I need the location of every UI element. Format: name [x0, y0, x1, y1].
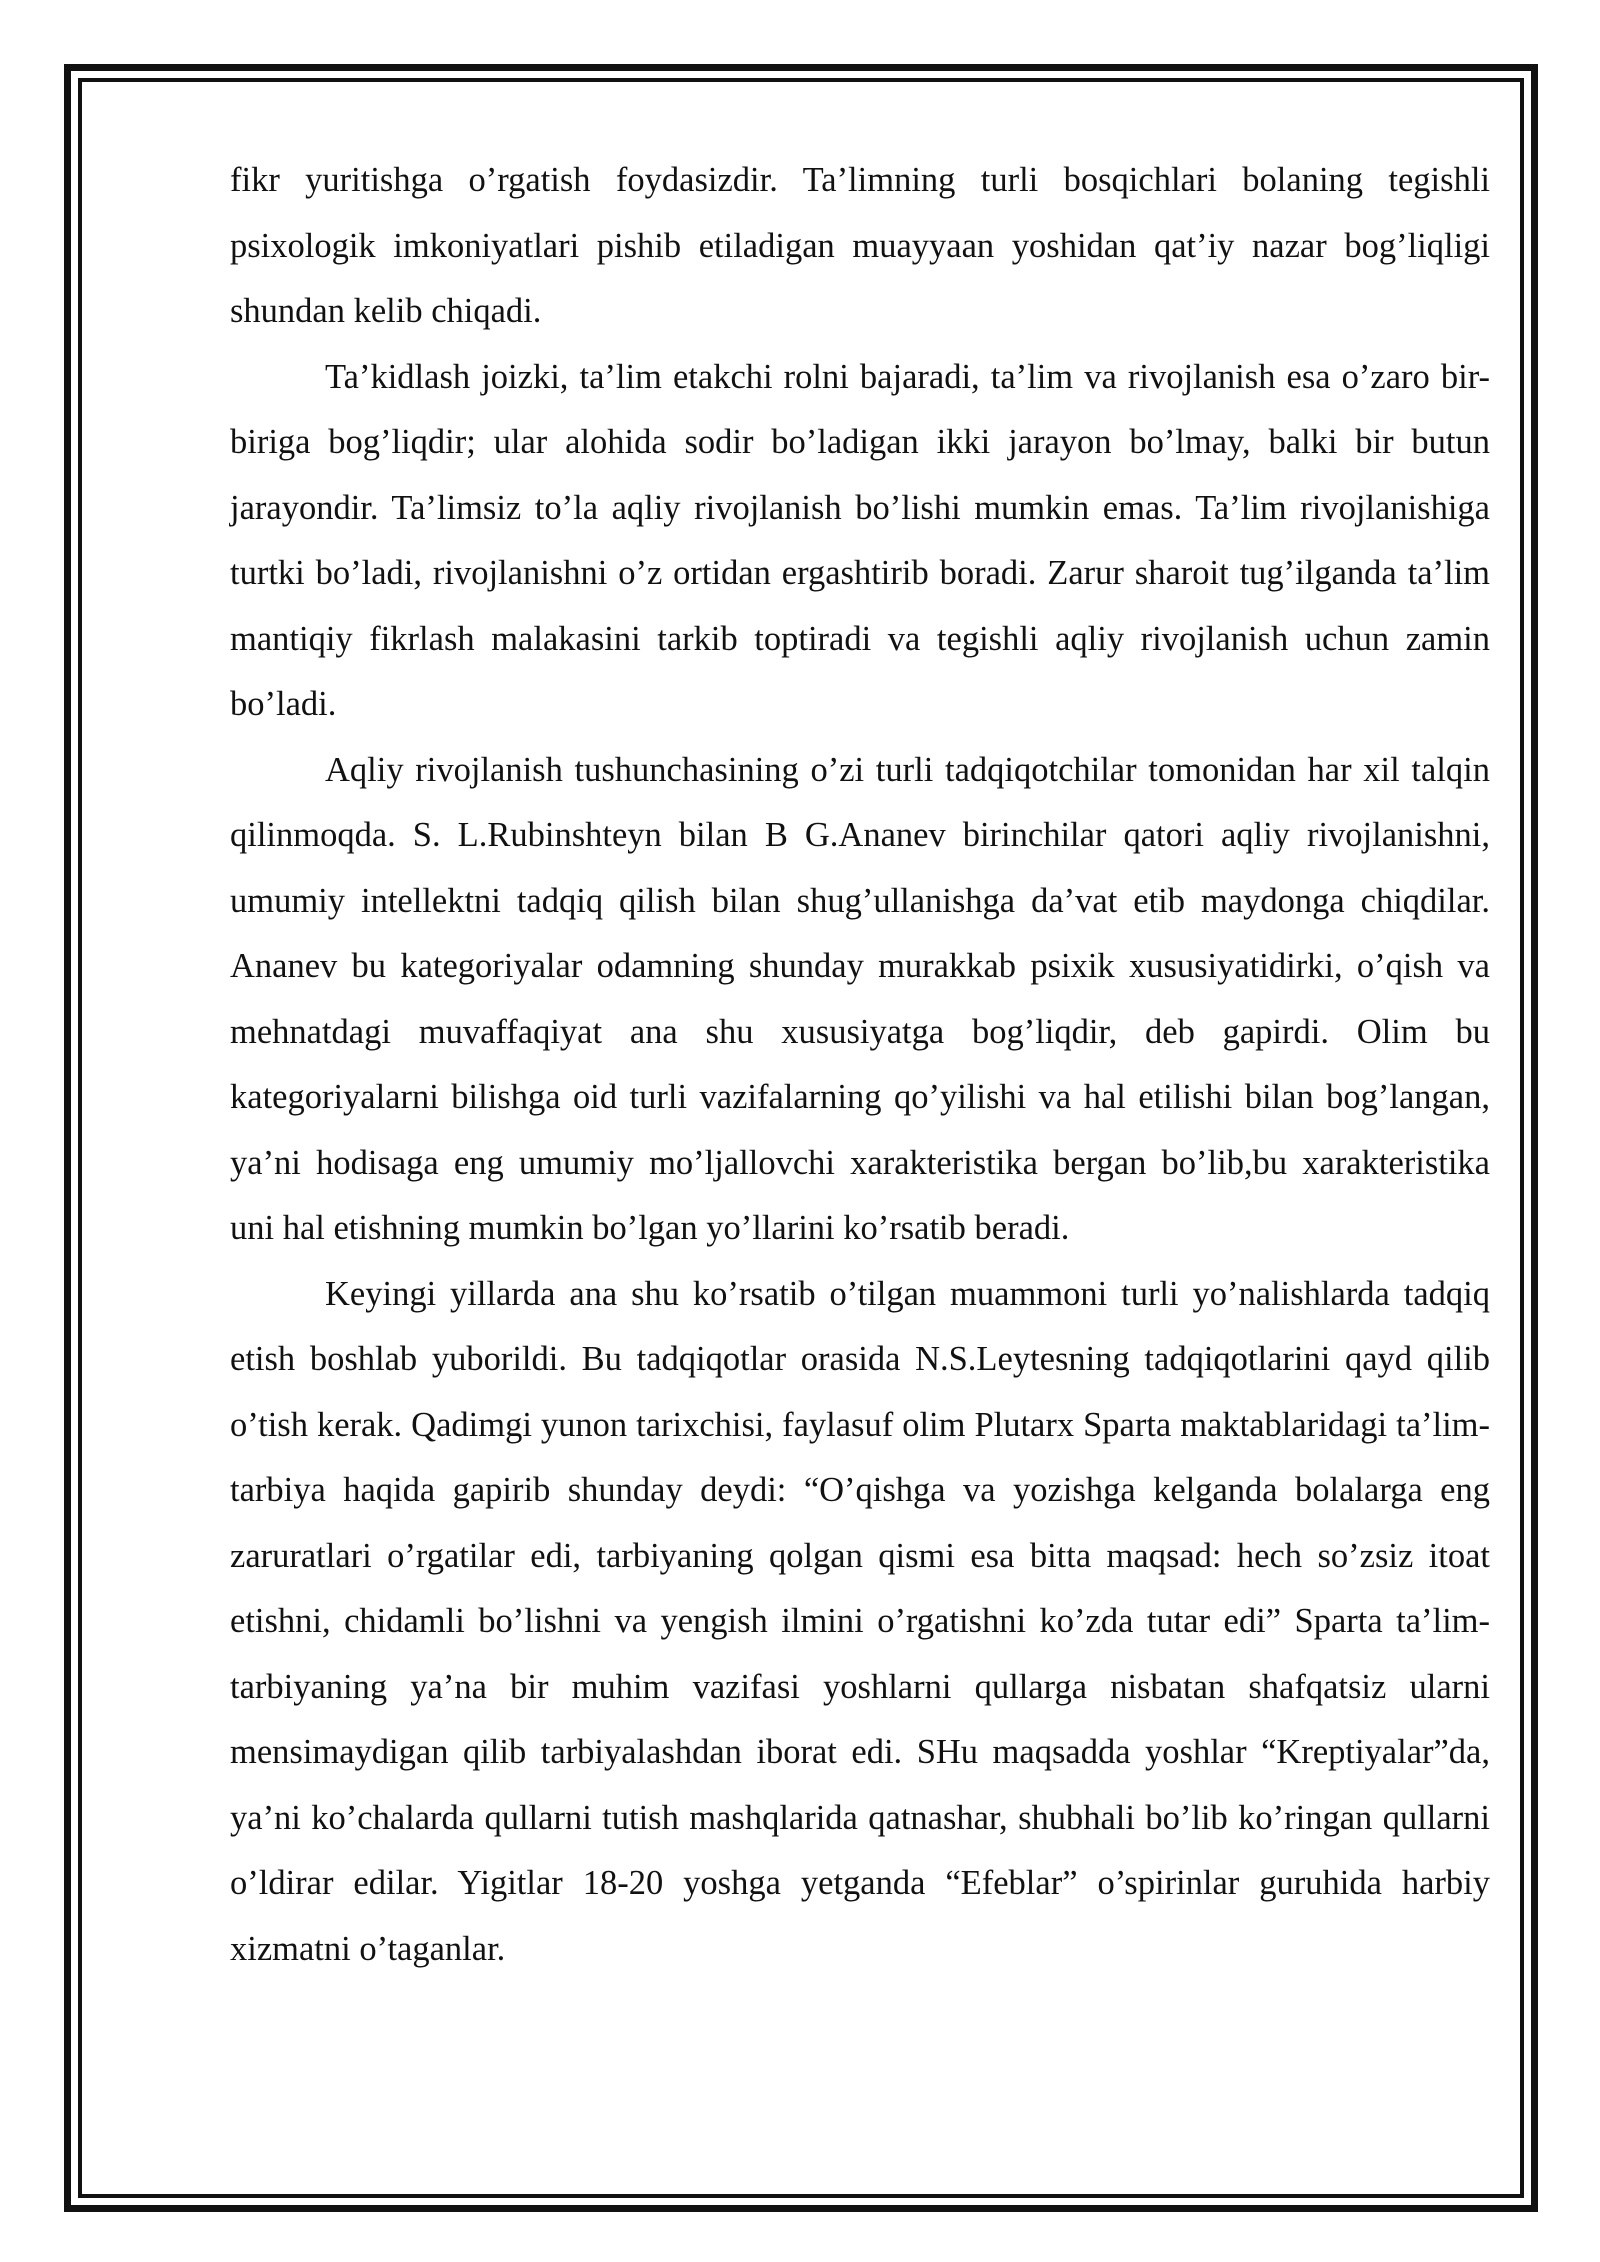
paragraph-talim-role: Ta’kidlash joizki, ta’lim etakchi rolni bajaradi, ta’lim va rivojlanish esa o’zaro bir-biriga bog’liqdir; ular alohida sodir bo’ladigan ikki jarayon bo’lmay, balki bir butun jarayondir. Ta’limsiz to’la aqliy rivojlanish bo’lishi mumkin emas. Ta’lim rivojlanishiga turtki bo’ladi, rivojlanishni o’z ortidan ergashtirib boradi. Zarur sharoit tug’ilganda ta’lim mantiqiy fikrlash malakasini tarkib toptiradi va tegishli aqliy rivojlanish uchun zamin bo’ladi.: [230, 357, 1490, 723]
paragraph-sparta: Keyingi yillarda ana shu ko’rsatib o’tilgan muammoni turli yo’nalishlarda tadqiq etish boshlab yuborildi. Bu tadqiqotlar orasida N.S.Leytesning tadqiqotlarini qayd qilib o’tish kerak. Qadimgi yunon tarixchisi, faylasuf olim Plutarx Sparta maktablaridagi ta’lim-tarbiya haqida gapirib shunday deydi: “O’qishga va yozishga kelganda bolalarga eng zaruratlari o’rgatilar edi, tarbiyaning qolgan qismi esa bitta maqsad: hech so’zsiz itoat etishni, chidamli bo’lishni va yengish ilmini o’rgatishni ko’zda tutar edi” Sparta ta’lim-tarbiyaning ya’na bir muhim vazifasi yoshlarni qullarga nisbatan shafqatsiz ularni mensimaydigan qilib tarbiyalashdan iborat edi. SHu maqsadda yoshlar “Kreptiyalar”da, ya’ni ko’chalarda qullarni tutish mashqlarida qatnashar, shubhali bo’lib ko’ringan qullarni o’ldirar edilar. Yigitlar 18-20 yoshga yetganda “Efeblar” o’spirinlar guruhida harbiy xizmatni o’taganlar.: [230, 1274, 1490, 1968]
paragraph-aqliy-rivojlanish: Aqliy rivojlanish tushunchasining o’zi turli tadqiqotchilar tomonidan har xil talqin qilinmoqda. S. L.Rubinshteyn bilan B G.Ananev birinchilar qatori aqliy rivojlanishni, umumiy intellektni tadqiq qilish bilan shug’ullanishga da’vat etib maydonga chiqdilar. Ananev bu kategoriyalar odamning shunday murakkab psixik xususiyatidirki, o’qish va mehnatdagi muvaffaqiyat ana shu xususiyatga bog’liqdir, deb gapirdi. Olim bu kategoriyalarni bilishga oid turli vazifalarning qo’yilishi va hal etilishi bilan bog’langan, ya’ni hodisaga eng umumiy mo’ljallovchi xarakteristika bergan bo’lib,bu xarakteristika uni hal etishning mumkin bo’lgan yo’llarini ko’rsatib beradi.: [230, 750, 1490, 1247]
document-body: [230, 148, 1490, 1982]
paragraph-continued: fikr yuritishga o’rgatish foydasizdir. Ta’limning turli bosqichlari bolaning tegishli psixologik imkoniyatlari pishib etiladigan muayyaan yoshidan qat’iy nazar bog’liqligi shundan kelib chiqadi.: [230, 161, 1490, 330]
